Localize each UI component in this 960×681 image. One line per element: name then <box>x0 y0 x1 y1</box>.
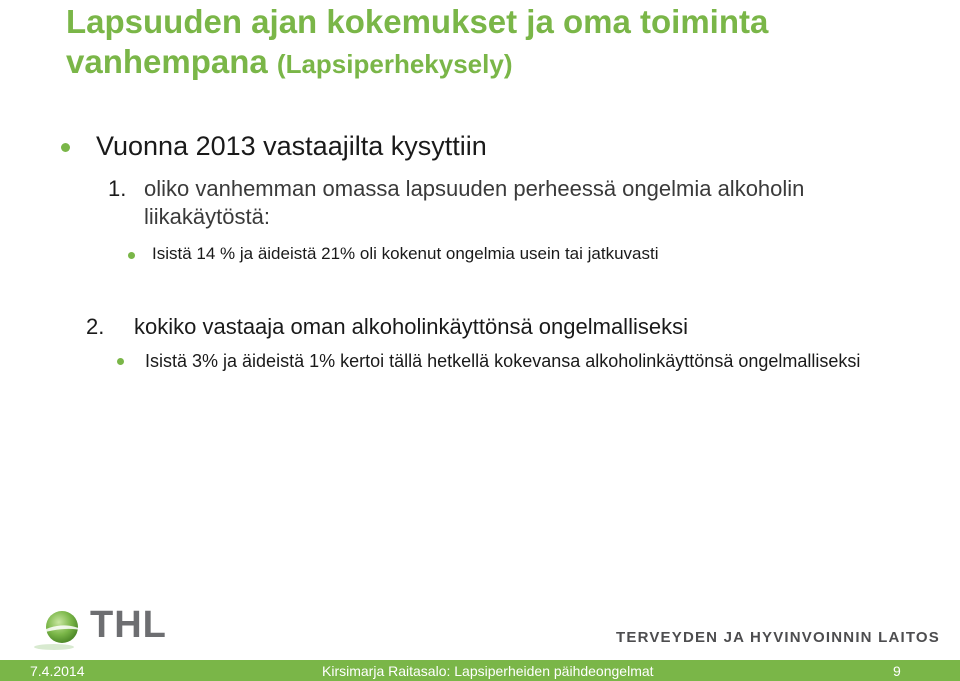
intro-text: Vuonna 2013 vastaajilta kysyttiin <box>96 131 487 161</box>
title-line-1: Lapsuuden ajan kokemukset ja oma toiminta <box>66 3 769 40</box>
title-sub: (Lapsiperhekysely) <box>276 49 513 79</box>
bullet-dot <box>117 358 124 365</box>
question1-number: 1. <box>108 176 127 201</box>
question2-answer: Isistä 3% ja äideistä 1% kertoi tällä hetkellä kokevansa alkoholinkäyttönsä ongelmalliseksi <box>145 351 861 371</box>
bullet-dot <box>61 143 70 152</box>
footer-date: 7.4.2014 <box>30 663 85 679</box>
question1-answer: Isistä 14 % ja äideistä 21% oli kokenut ongelmia usein tai jatkuvasti <box>152 244 659 263</box>
title-main-2: vanhempana <box>66 43 268 80</box>
thl-logo-text: THL <box>90 604 167 646</box>
page-number: 9 <box>893 663 901 679</box>
question1-text: oliko vanhemman omassa lapsuuden perheessä ongelmia alkoholin liikakäytöstä: <box>144 176 805 229</box>
bullet-dot <box>128 252 135 259</box>
institute-name: TERVEYDEN JA HYVINVOINNIN LAITOS <box>616 629 941 646</box>
title-line-2 <box>66 42 946 84</box>
footer-author-title: Kirsimarja Raitasalo: Lapsiperheiden päihdeongelmat <box>322 663 654 679</box>
slide-title <box>66 2 946 84</box>
question2-text: kokiko vastaaja oman alkoholinkäyttönsä ongelmalliseksi <box>134 314 688 339</box>
question2-number: 2. <box>86 314 105 339</box>
